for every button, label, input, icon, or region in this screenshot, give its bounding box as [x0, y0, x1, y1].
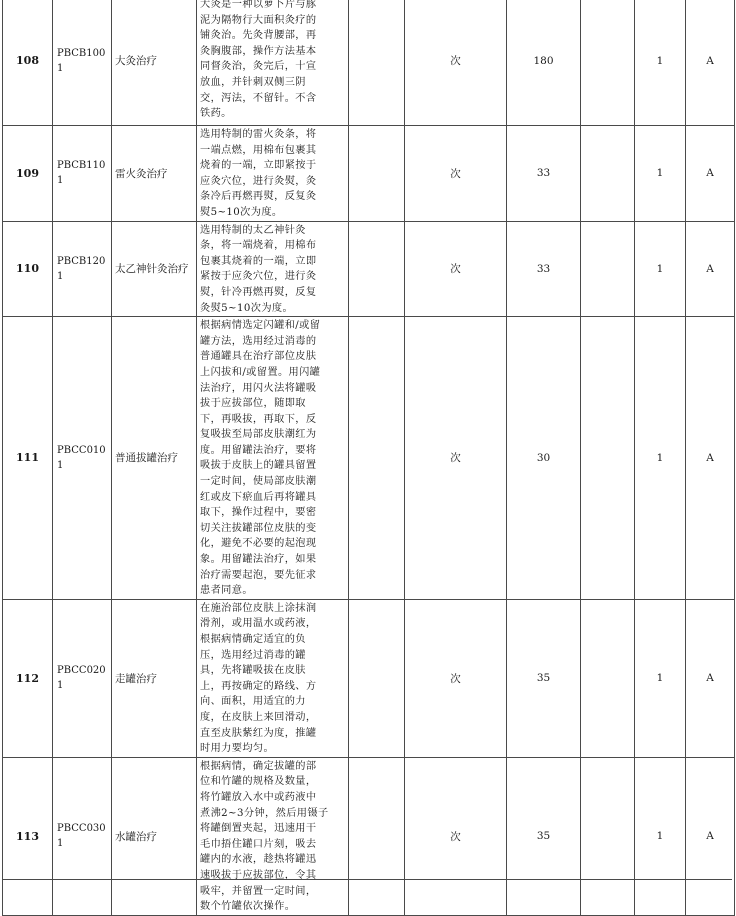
page-bottom-rule	[2, 879, 732, 880]
description-line: 应灸穴位，进行灸熨，灸	[200, 175, 317, 187]
description-line: 位和竹罐的规格及数量，	[200, 776, 317, 788]
description-line: 具，先将罐吸拔在皮肤	[200, 665, 306, 677]
description-line: 数个竹罐依次操作。	[200, 901, 296, 913]
description-line: 时用力要均匀。	[200, 743, 275, 755]
description-line: 将竹罐放入水中或药液中	[200, 791, 317, 803]
item-name: 大灸治疗	[112, 0, 197, 126]
description-line: 根据病情，确定拔罐的部	[200, 760, 317, 772]
description-line: 根据病情选定闪罐和/或留	[200, 320, 321, 332]
notes-cell	[581, 317, 635, 600]
notes-cell	[581, 599, 635, 757]
description-line: 将罐倒置夹起，迅速用干	[200, 823, 317, 835]
description-line: 罐方法，选用经过消毒的	[200, 335, 317, 347]
description-line: 灸熨5~10次为度。	[200, 302, 294, 314]
description-line: 条冷后再燃再熨，反复灸	[200, 191, 317, 203]
item-unit: 次	[405, 0, 507, 126]
item-code	[53, 317, 112, 600]
item-code-line: PBCB100	[57, 47, 106, 59]
description-line: 象。用留罐法治疗，如果	[200, 554, 317, 566]
item-code-line: PBCB120	[57, 255, 106, 267]
description-line: 压，选用经过消毒的罐	[200, 649, 306, 661]
item-price: 30	[507, 317, 581, 600]
item-grade: A	[686, 757, 735, 915]
item-name: 水罐治疗	[112, 757, 197, 915]
item-grade: A	[686, 599, 735, 757]
item-unit: 次	[405, 317, 507, 600]
description-line: 选用特制的雷火灸条，将	[200, 129, 317, 140]
description-line: 吸牢，并留置一定时间，	[200, 885, 317, 897]
excluded-content-cell	[349, 126, 405, 222]
description-line: 烧着的一端，立即紧按于	[200, 160, 317, 172]
notes-cell	[581, 221, 635, 317]
description-line: 毛巾捂住罐口片刻，吸去	[200, 838, 317, 850]
description-line: 根据病情确定适宜的负	[200, 634, 306, 645]
description-line: 患者同意。	[200, 585, 253, 597]
item-grade: A	[686, 126, 735, 222]
notes-cell	[581, 757, 635, 915]
description-line: 拔于应拔部位，随即取	[200, 398, 306, 410]
item-code-line: 1	[57, 175, 64, 187]
item-code-line: 1	[57, 838, 64, 850]
notes-cell	[581, 126, 635, 222]
notes-cell	[581, 0, 635, 126]
description-line: 一端点燃，用棉布包裹其	[200, 144, 317, 156]
item-code-line: PBCC030	[57, 823, 106, 835]
description-line: 放血，并针刺双侧三阴	[200, 76, 306, 88]
item-price: 33	[507, 126, 581, 222]
item-description	[197, 317, 349, 600]
description-line: 煮沸2~3分钟，然后用镊子	[200, 807, 329, 819]
excluded-content-cell	[349, 0, 405, 126]
item-code	[53, 757, 112, 915]
item-code-line: 1	[57, 270, 64, 282]
item-grade: A	[686, 317, 735, 600]
item-number: 112	[3, 599, 53, 757]
description-line: 同督灸治，灸完后，十宣	[200, 61, 317, 73]
table-row	[3, 221, 735, 317]
table-row	[3, 757, 735, 915]
table-row	[3, 0, 735, 126]
item-unit: 次	[405, 221, 507, 317]
table-row	[3, 317, 735, 600]
item-quantity: 1	[635, 599, 686, 757]
description-line: 化，避免不必要的起泡现	[200, 538, 317, 550]
excluded-content-cell	[349, 757, 405, 915]
item-code	[53, 221, 112, 317]
item-quantity: 1	[635, 126, 686, 222]
item-code-line: PBCC020	[57, 665, 106, 677]
description-line: 滑剂，或用温水或药液，	[200, 618, 317, 630]
item-quantity: 1	[635, 757, 686, 915]
description-line: 上闪拔和/或留置。用闪罐	[200, 366, 321, 378]
item-grade: A	[686, 221, 735, 317]
description-line: 复吸拔至局部皮肤潮红为	[200, 429, 317, 441]
description-line: 度，在皮肤上来回滑动，	[200, 711, 317, 723]
description-line: 普通罐具在治疗部位皮肤	[200, 351, 317, 363]
item-unit: 次	[405, 126, 507, 222]
item-price: 33	[507, 221, 581, 317]
item-price: 180	[507, 0, 581, 126]
description-line: 速吸拔于应拔部位，令其	[200, 869, 317, 881]
description-line: 熨5~10次为度。	[200, 206, 283, 218]
description-line: 取下，操作过程中，要密	[200, 507, 317, 519]
item-name: 走罐治疗	[112, 599, 197, 757]
description-line: 交，泻法，不留针。不含	[200, 92, 317, 104]
item-number: 110	[3, 221, 53, 317]
item-code-line: 1	[57, 459, 64, 471]
item-code-line: PBCC010	[57, 444, 106, 456]
item-unit: 次	[405, 599, 507, 757]
description-line: 向、面积，用适宜的力	[200, 696, 306, 708]
description-line: 选用特制的太乙神针灸	[200, 224, 306, 236]
description-line: 铁药。	[200, 108, 232, 120]
item-code	[53, 599, 112, 757]
description-line: 紧按于应灸穴位，进行灸	[200, 271, 317, 283]
item-name: 雷火灸治疗	[112, 126, 197, 222]
table-row	[3, 599, 735, 757]
table-body	[3, 0, 735, 915]
item-quantity: 1	[635, 221, 686, 317]
description-line: 直至皮肤紫红为度，推罐	[200, 727, 317, 739]
item-number: 111	[3, 317, 53, 600]
item-name: 普通拔罐治疗	[112, 317, 197, 600]
description-line: 治疗需要起泡，要先征求	[200, 569, 317, 581]
excluded-content-cell	[349, 221, 405, 317]
excluded-content-cell	[349, 599, 405, 757]
item-description	[197, 599, 349, 757]
description-line: 切关注拔罐部位皮肤的变	[200, 522, 317, 534]
description-line: 铺灸治。先灸背腰部，再	[200, 30, 317, 42]
item-number: 108	[3, 0, 53, 126]
excluded-content-cell	[349, 317, 405, 600]
item-description	[197, 757, 349, 915]
item-grade: A	[686, 0, 735, 126]
item-code-line: PBCB110	[57, 160, 106, 172]
item-description	[197, 221, 349, 317]
table-row	[3, 126, 735, 222]
fee-schedule-table	[2, 0, 735, 916]
item-price: 35	[507, 757, 581, 915]
item-quantity: 1	[635, 0, 686, 126]
description-line: 法治疗，用闪火法将罐吸	[200, 382, 317, 394]
item-code	[53, 126, 112, 222]
description-line: 灸胸腹部，操作方法基本	[200, 45, 317, 57]
item-code-line: 1	[57, 680, 64, 692]
description-line: 熨，针冷再燃再熨，反复	[200, 286, 317, 298]
item-description	[197, 0, 349, 126]
description-line: 度。用留罐法治疗，要将	[200, 444, 317, 456]
item-code-line: 1	[57, 62, 64, 74]
item-number: 109	[3, 126, 53, 222]
description-line: 一定时间，使局部皮肤潮	[200, 476, 317, 488]
description-line: 红或皮下瘀血后再将罐具	[200, 491, 317, 503]
description-line: 吸拔于皮肤上的罐具留置	[200, 460, 317, 472]
description-line: 泥为隔物行大面积灸疗的	[200, 14, 317, 26]
description-line: 下，再吸拔，再取下，反	[200, 413, 317, 425]
item-code	[53, 0, 112, 126]
description-line: 罐内的水液，趁热将罐迅	[200, 854, 317, 866]
description-line: 条，将一端烧着，用棉布	[200, 240, 317, 252]
description-line: 在施治部位皮肤上涂抹润	[200, 602, 317, 614]
item-unit: 次	[405, 757, 507, 915]
item-description	[197, 126, 349, 222]
item-price: 35	[507, 599, 581, 757]
item-number: 113	[3, 757, 53, 915]
description-line: 大灸是一种以萝卜片与豚	[200, 0, 317, 10]
item-name: 太乙神针灸治疗	[112, 221, 197, 317]
item-quantity: 1	[635, 317, 686, 600]
description-line: 包裹其烧着的一端，立即	[200, 255, 317, 267]
description-line: 上，再按确定的路线、方	[200, 680, 317, 692]
